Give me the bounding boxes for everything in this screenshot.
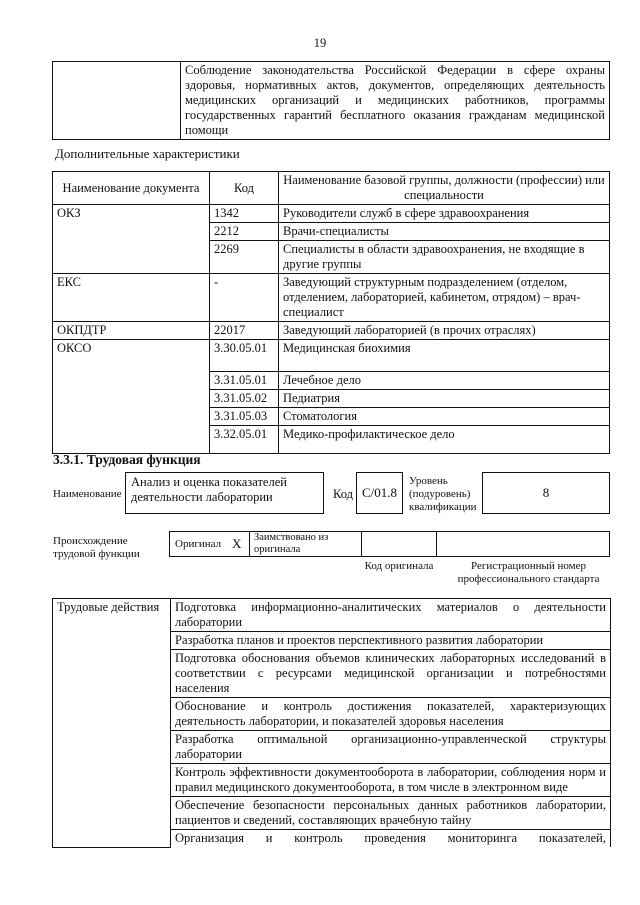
code-label: Код <box>333 487 353 501</box>
doc-cell: ЕКС <box>53 274 210 322</box>
code-cell: 3.31.05.02 <box>210 390 279 408</box>
name-cell: Заведующий лабораторией (в прочих отраслях) <box>279 322 610 340</box>
name-cell: Врачи-специалисты <box>279 223 610 241</box>
name-cell: Руководители служб в сфере здравоохранения <box>279 205 610 223</box>
reg-number-label: Регистрационный номер профессионального стандарта <box>457 560 600 585</box>
name-cell: Медико-профилактическое дело <box>279 426 610 454</box>
divider <box>436 532 437 556</box>
name-label: Наименование <box>53 488 122 500</box>
page-number: 19 <box>313 36 327 50</box>
function-name-box: Анализ и оценка показателей деятельности лаборатории <box>125 472 324 514</box>
level-value-box: 8 <box>482 472 610 514</box>
code-cell: 3.30.05.01 <box>210 340 279 372</box>
original-label: Оригинал <box>175 538 222 550</box>
divider <box>249 532 250 556</box>
top-continuation-table <box>52 61 610 140</box>
name-cell: Лечебное дело <box>279 372 610 390</box>
name-cell: Заведующий структурным подразделением (отделом, отделением, лабораторией, кабинетом, отрядом) – врач-специалист <box>279 274 610 322</box>
origin-label: Происхождение трудовой функции <box>53 535 140 560</box>
function-code-box: C/01.8 <box>356 472 403 514</box>
empty-cell <box>53 62 181 140</box>
code-cell: 22017 <box>210 322 279 340</box>
code-cell: 2212 <box>210 223 279 241</box>
extra-characteristics-table <box>52 171 610 454</box>
extra-characteristics-title: Дополнительные характеристики <box>55 146 240 161</box>
action-item: Обоснование и контроль достижения показателей, характеризующих деятельность лаборатории, и показателей здоровья населения <box>171 698 611 731</box>
code-cell: 3.31.05.01 <box>210 372 279 390</box>
section-title: 3.3.1. Трудовая функция <box>53 452 201 467</box>
original-mark: X <box>232 536 242 551</box>
doc-cell: ОКЗ <box>53 205 210 274</box>
code-cell: 2269 <box>210 241 279 274</box>
name-cell: Специалисты в области здравоохранения, не входящие в другие группы <box>279 241 610 274</box>
code-cell: 1342 <box>210 205 279 223</box>
knowledge-text: Соблюдение законодательства Российской Федерации в сфере охраны здоровья, нормативных актов, документов, определяющих деятельность медицинских организаций и медицинских работников, программы государственных гарантий бесплатного оказания гражданам медицинской помощи <box>181 62 610 140</box>
name-cell: Стоматология <box>279 408 610 426</box>
code-original-label: Код оригинала <box>364 560 434 572</box>
name-cell: Педиатрия <box>279 390 610 408</box>
code-cell: - <box>210 274 279 322</box>
origin-row <box>169 531 610 557</box>
action-item: Подготовка информационно-аналитических материалов о деятельности лаборатории <box>171 599 611 632</box>
action-item: Разработка оптимальной организационно-управленческой структуры лаборатории <box>171 731 611 764</box>
labor-actions-table <box>52 598 611 848</box>
actions-label: Трудовые действия <box>53 599 171 848</box>
doc-cell: ОКПДТР <box>53 322 210 340</box>
header-code: Код <box>210 172 279 205</box>
code-cell: 3.31.05.03 <box>210 408 279 426</box>
code-cell: 3.32.05.01 <box>210 426 279 454</box>
borrowed-label: Заимствовано из оригинала <box>254 532 329 555</box>
action-item: Обеспечение безопасности персональных данных работников лаборатории, пациентов и сведений, составляющих врачебную тайну <box>171 797 611 830</box>
name-cell: Медицинская биохимия <box>279 340 610 372</box>
action-item: Организация и контроль проведения мониторинга показателей, <box>171 830 611 848</box>
divider <box>361 532 362 556</box>
action-item: Разработка планов и проектов перспективного развития лаборатории <box>171 632 611 650</box>
level-label: Уровень (подуровень) квалификации <box>409 475 477 513</box>
doc-cell: ОКСО <box>53 340 210 454</box>
header-doc: Наименование документа <box>53 172 210 205</box>
action-item: Контроль эффективности документооборота в лаборатории, соблюдения норм и правил медицинского документооборота, в том числе в электронном виде <box>171 764 611 797</box>
header-name: Наименование базовой группы, должности (профессии) или специальности <box>279 172 610 205</box>
action-item: Подготовка обоснования объемов клинических лабораторных исследований в соответствии с ресурсами медицинской организации и потребностями населения <box>171 650 611 698</box>
